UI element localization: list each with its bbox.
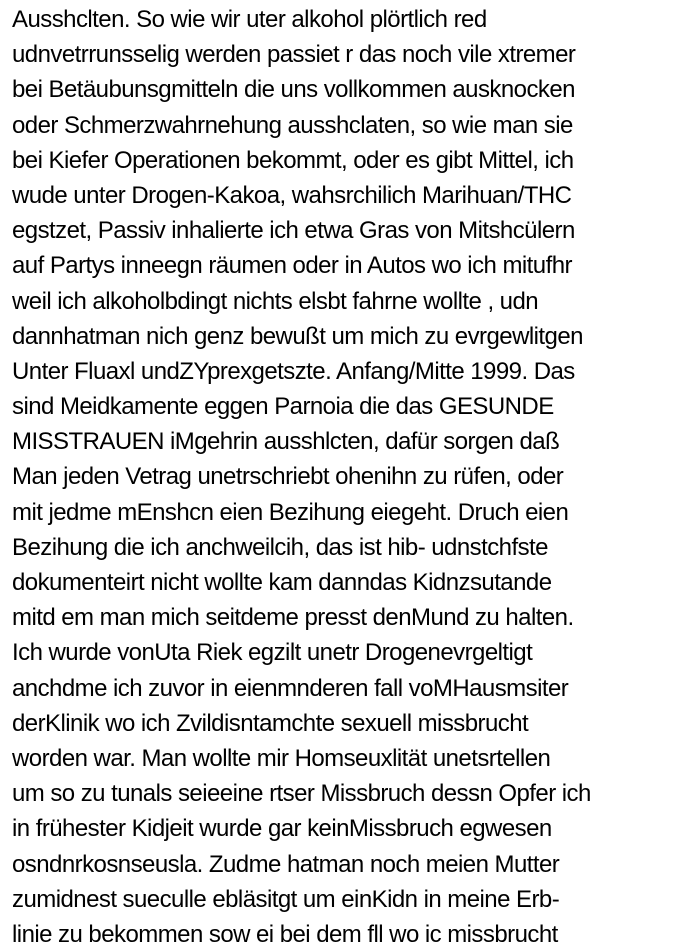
text-line: MISSTRAUEN iMgehrin ausshlcten, dafür sorgen daß — [12, 428, 560, 456]
text-line: Man jeden Vetrag unetrschriebt ohenihn zu rüfen, oder — [12, 463, 564, 491]
text-line: bei Kiefer Operationen bekommt, oder es gibt Mittel, ich — [12, 146, 574, 174]
text-line: mitd em man mich seitdeme presst denMund zu halten. — [12, 604, 574, 632]
text-line: weil ich alkoholbdingt nichts elsbt fahrne wollte , udn — [12, 287, 539, 315]
text-line: bei Betäubunsgmitteln die uns vollkommen ausknocken — [12, 76, 575, 104]
text-line: anchdme ich zuvor in eienmnderen fall voMHausmsiter — [12, 674, 569, 702]
text-line: Unter Fluaxl undZYprexgetszte. Anfang/Mitte 1999. Das — [12, 357, 575, 385]
text-line: um so zu tunals seieeine rtser Missbruch dessn Opfer ich — [12, 780, 591, 808]
text-line: oder Schmerzwahrnehung ausshclaten, so wie man sie — [12, 111, 573, 139]
text-line: sind Meidkamente eggen Parnoia die das GESUNDE — [12, 393, 554, 421]
text-line: dokumenteirt nicht wollte kam danndas Kidnzsutande — [12, 569, 552, 596]
text-line: in frühester Kidjeit wurde gar keinMissbruch egwesen — [12, 815, 552, 843]
text-line: Bezihung die ich anchweilcih, das ist hib- udnstchfste — [12, 533, 548, 561]
text-line: derKlinik wo ich Zvildisntamchte sexuell missbrucht — [12, 709, 529, 737]
text-line: dannhatman nich genz bewußt um mich zu evrgewlitgen — [12, 322, 583, 350]
text-line: Ich wurde vonUta Riek egzilt unetr Drogenevrgeltigt — [12, 639, 533, 667]
text-line: egstzet, Passiv inhalierte ich etwa Gras von Mitshcülern — [12, 217, 575, 245]
text-line: linie zu bekommen sow ei bei dem fll wo ic missbrucht — [12, 920, 558, 948]
text-line: udnvetrrunsselig werden passiet r das noch vile xtremer — [12, 41, 576, 69]
text-line: mit jedme mEnshcn eien Bezihung eiegeht. Druch eien — [12, 498, 569, 526]
text-line: zumidnest sueculle ebläsitgt um einKidn in meine Erb- — [12, 885, 560, 913]
text-line: worden war. Man wollte mir Homseuxlität unetsrtellen — [12, 744, 551, 772]
text-line: Ausshclten. So wie wir uter alkohol plörtlich red — [12, 6, 487, 33]
text-line: auf Partys inneegn räumen oder in Autos wo ich mitufhr — [12, 252, 572, 280]
text-line: osndnrkosnseusla. Zudme hatman noch meien Mutter — [12, 850, 560, 878]
body-text — [12, 2, 680, 952]
text-line: wude unter Drogen-Kakoa, wahsrchilich Marihuan/THC — [12, 181, 572, 209]
